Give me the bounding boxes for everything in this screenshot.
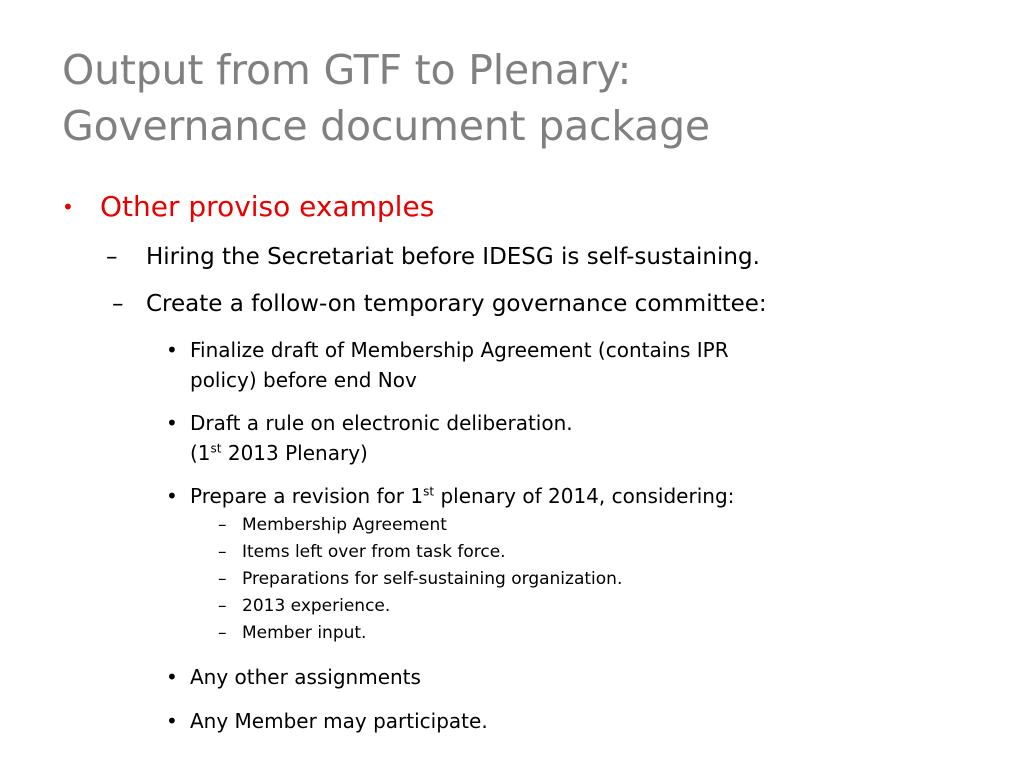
- dash-icon: –: [218, 569, 227, 589]
- bullet-dot-icon: •: [166, 338, 178, 362]
- bullet-dot-icon: •: [62, 195, 74, 219]
- list-item-2013-experience: [218, 593, 391, 620]
- list-item-text: Member input.: [242, 623, 367, 643]
- slide-title-line-1: Output from GTF to Plenary:: [62, 46, 632, 94]
- sub-bullet-text: Hiring the Secretariat before IDESG is self-sustaining.: [146, 244, 760, 270]
- item-finalize-draft: [166, 335, 729, 365]
- superscript: st: [210, 441, 222, 456]
- list-item-text: Membership Agreement: [242, 515, 447, 535]
- list-item-items-left-over: [218, 539, 506, 566]
- dash-icon: –: [106, 244, 118, 270]
- list-item-text: 2013 experience.: [242, 596, 391, 616]
- item-draft-rule-cont: [190, 438, 368, 468]
- item-draft-rule: [166, 408, 573, 438]
- item-text-post: plenary of 2014, considering:: [434, 484, 735, 508]
- item-text-line-2: policy) before end Nov: [190, 368, 417, 392]
- item-text: Any other assignments: [190, 665, 421, 689]
- sub-bullet-hiring: [106, 242, 760, 272]
- item-prepare-revision: [166, 481, 735, 511]
- bullet-dot-icon: •: [166, 484, 178, 508]
- item-text-pre: Prepare a revision for 1: [190, 484, 424, 508]
- dash-icon: –: [218, 515, 227, 535]
- list-item-text: Preparations for self-sustaining organization.: [242, 569, 623, 589]
- item-text-line-1: Finalize draft of Membership Agreement (contains IPR: [190, 338, 729, 362]
- bullet-dot-icon: •: [166, 709, 178, 733]
- item-text: Any Member may participate.: [190, 709, 488, 733]
- item-any-member: [166, 706, 488, 736]
- sub-bullet-committee: [112, 289, 767, 319]
- bullet-dot-icon: •: [166, 665, 178, 689]
- item-text-line-2-pre: (1: [190, 441, 211, 465]
- sub-bullet-text: Create a follow-on temporary governance committee:: [146, 291, 767, 317]
- list-item-membership-agreement: [218, 512, 447, 539]
- bullet-other-proviso: [62, 190, 435, 224]
- item-text-line-1: Draft a rule on electronic deliberation.: [190, 411, 573, 435]
- bullet-dot-icon: •: [166, 411, 178, 435]
- slide-title: [62, 42, 1002, 154]
- dash-icon: –: [112, 291, 124, 317]
- dash-icon: –: [218, 542, 227, 562]
- superscript: st: [423, 484, 435, 499]
- item-text-line-2-post: 2013 Plenary): [221, 441, 368, 465]
- list-item-text: Items left over from task force.: [242, 542, 506, 562]
- item-other-assignments: [166, 662, 421, 692]
- list-item-preparations: [218, 566, 623, 593]
- bullet-text: Other proviso examples: [100, 190, 435, 223]
- dash-icon: –: [218, 623, 227, 643]
- dash-icon: –: [218, 596, 227, 616]
- list-item-member-input: [218, 620, 367, 647]
- item-finalize-draft-cont: [190, 365, 417, 395]
- slide-title-line-2: Governance document package: [62, 102, 710, 150]
